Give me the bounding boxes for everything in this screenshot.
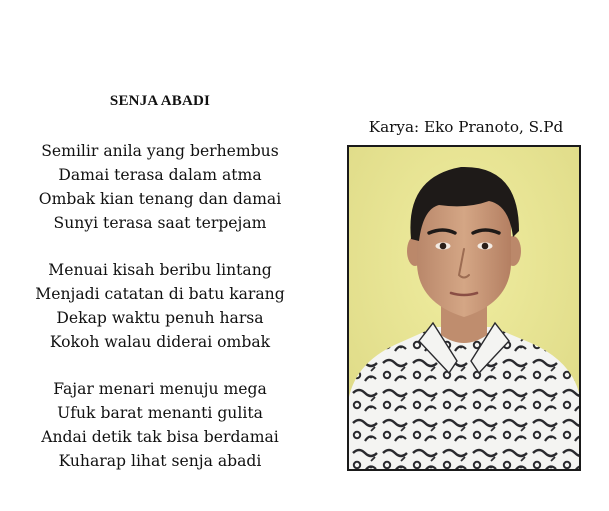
author-photo — [347, 145, 581, 471]
stanza-2 — [0, 258, 320, 354]
poem-line: Fajar menari menuju mega — [53, 380, 267, 398]
stanza-1 — [0, 139, 320, 235]
poem-line: Damai terasa dalam atma — [58, 166, 262, 184]
poem-line: Sunyi terasa saat terpejam — [53, 214, 267, 232]
portrait-illustration — [349, 147, 579, 469]
poem-line: Kokoh walau diderai ombak — [49, 333, 271, 351]
poem-line: Dekap waktu penuh harsa — [56, 309, 264, 327]
poem-title: SENJA ABADI — [109, 93, 211, 109]
poem-line: Andai detik tak bisa berdamai — [41, 428, 279, 446]
poem-line: Semilir anila yang berhembus — [41, 142, 279, 160]
poem-line: Menuai kisah beribu lintang — [48, 261, 272, 279]
poem-line: Ufuk barat menanti gulita — [57, 404, 263, 422]
stanza-3 — [0, 377, 320, 473]
poem-line: Kuharap lihat senja abadi — [58, 452, 262, 470]
poem-line: Menjadi catatan di batu karang — [35, 285, 285, 303]
author-credit: Karya: Eko Pranoto, S.Pd — [368, 118, 564, 136]
poem-line: Ombak kian tenang dan damai — [38, 190, 282, 208]
